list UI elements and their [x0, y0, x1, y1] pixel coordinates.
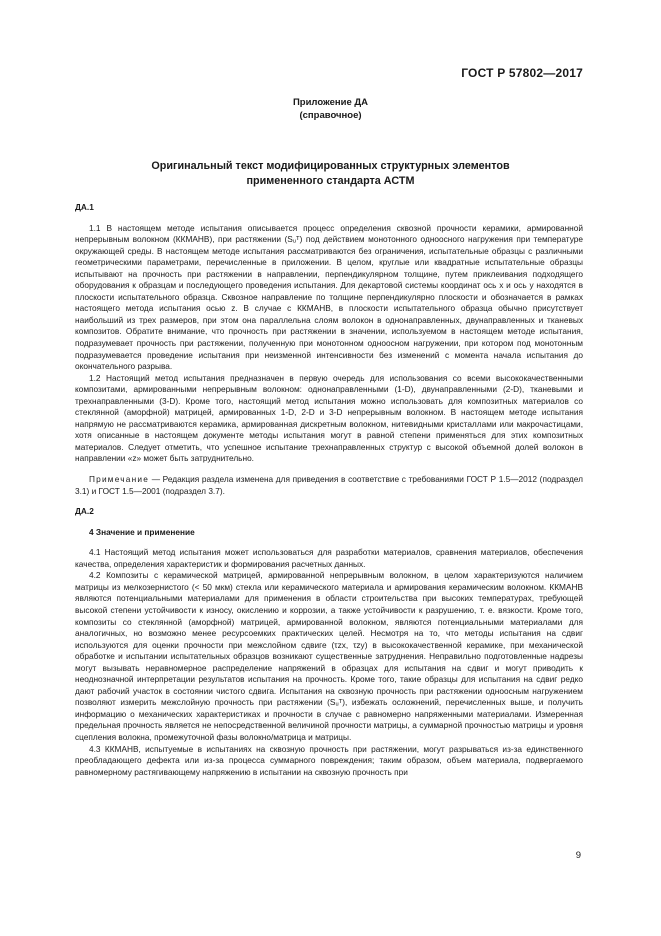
section-4-title: 4 Значение и применение: [89, 526, 195, 537]
page-number: 9: [575, 850, 581, 861]
paragraph-1-2: 1.2 Настоящий метод испытания предназначен в первую очередь для использования со всеми высококачественными композитами, армированными непрерывным волокном: однонаправленными (1-D), двунаправленными (2-D), тканевыми и трехнаправленными (3-D). Кроме того, настоящий метод испытания можно использовать для композитных материалов со стеклянной (аморфной) матрицей, армированных 1-D, 2-D и 3-D непрерывным волокном. В настоящем методе испытания напрямую не рассматриваются керамика, армированная дискретным волокном, нитевидными кристаллами или макрочастицами, хотя описанные в настоящем документе методы испытания могут в равной степени применяться для этих композитных материалов. Следует отметить, что успешное испытание трехнаправленных структур с высокой объемной долей волокон в направлении «z» может быть затруднительно.: [75, 372, 583, 464]
appendix-subtitle: (справочное): [299, 110, 362, 121]
section-title-line-1: Оригинальный текст модифицированных структурных элементов: [151, 160, 510, 172]
paragraph-4-3: 4.3 ККМАНВ, испытуемые в испытаниях на сквозную прочность при растяжении, могут разрываться из-за единственного преобладающего дефекта или из-за процесса суммарного повреждения; таким образом, объем материала, подвергаемого равномерному растягивающему напряжению в испытании на сквозную прочность при: [75, 743, 583, 777]
note-text: — Редакция раздела изменена для приведения в соответствие с требованиями ГОСТ Р 1.5—2012 (подраздел 3.1) и ГОСТ 1.5—2001 (подраздел 3.7).: [75, 474, 583, 496]
note-paragraph: [75, 474, 583, 497]
subsection-heading-da2: ДА.2: [75, 506, 94, 517]
section-title: [0, 159, 661, 189]
document-body: [75, 202, 583, 778]
appendix-heading: [0, 96, 661, 122]
paragraph-4-1: 4.1 Настоящий метод испытания может использоваться для разработки материалов, сравнения материалов, обеспечения качества, определения характеристик и формирования расчетных данных.: [75, 547, 583, 569]
appendix-title: Приложение ДА: [292, 97, 369, 108]
subsection-heading-da1: ДА.1: [75, 202, 94, 212]
document-code-header: ГОСТ Р 57802—2017: [461, 66, 583, 80]
note-label: Примечание: [89, 474, 150, 485]
paragraph-1-1: 1.1 В настоящем методе испытания описывается процесс определения сквозной прочности керамики, армированной непрерывным волокном (ККМАНВ), при растяжении (Sᵤᵀ) под действием монотонного одноосного нагружения при температуре окружающей среды. В настоящем методе испытания рассматриваются без ограничения, испытательные образцы с различными геометрическими параметрами, перечисленные в приложении. В целом, круглые или квадратные испытательные образцы испытывают на прочность при растяжении в направлении, перпендикулярном толщине, путем приклеивания подходящего оборудования к образцам и последующего проведения испытания. Для декартовой системы координат ось x и ось y находятся в плоскости испытательного образца. Сквозное направление по толщине перпендикулярно плоскости и обозначается в рамках настоящего метода испытания осью z. В случае с ККМАНВ, в плоскости испытательного образца обычно присутствует наибольший из трех размеров, при этом она параллельна слоям волокон в однонаправленных, двунаправленных и тканевых композитов. Обратите внимание, что прочность при растяжении в значении, используемом в настоящем методе испытания, подразумевает прочность при растяжении, полученную при монотонном одноосном нагружении, при котором под монотонным подразумевается проведение испытания при неизменной интенсивности без изменений с момента начала испытания до окончательного разрыва.: [75, 222, 583, 372]
paragraph-4-2: 4.2 Композиты с керамической матрицей, армированной непрерывным волокном, в целом характеризуются наличием матрицы из мелкозернистого (< 50 мкм) стекла или керамического материала и армирования керамическим волокном. ККМАНВ являются потенциальными материалами для применения в области строительства при высоких температурах, требующей высокой степени устойчивости к износу, окислению и коррозии, а также устойчивости к разрушению, т. е. вязкости. Кроме того, композиты со стеклянной (аморфной) матрицей, армированной волокном, являются потенциальными материалами для аналогичных, но возможно менее ресурсоемких практических целей. Несмотря на то, что методы испытания на сдвиг используются для оценки прочности при межслойном сдвиге (τzx, τzy) в высококачественной керамике, при механической обработке и испытании испытательных образцов возникают существенные затруднения. Неправильно подготовленные надрезы могут вызывать неравномерное распределение напряжений в образцах для испытания на сдвиг и могут приводить к неоднозначной интерпретации результатов испытания на прочность. Кроме того, такие образцы для испытания на сдвиг редко дают рабочий участок в состоянии чистого сдвига. Испытания на сквозную прочность при растяжении одноосным нагружением позволяют измерить межслойную прочность при растяжении (Sᵤᵀ), избежать осложнений, перечисленных выше, и получить информацию о механических характеристиках и прочности в случае с равномерно напряженными материалами. Измеренная предельная прочность является не непосредственной величиной прочности матрицы, а суммарной прочностью матрицы и уровня сцепления волокна, промежуточной фазы волокно/матрица и матрицы.: [75, 570, 583, 742]
section-title-line-2: примененного стандарта АСТМ: [246, 175, 415, 187]
